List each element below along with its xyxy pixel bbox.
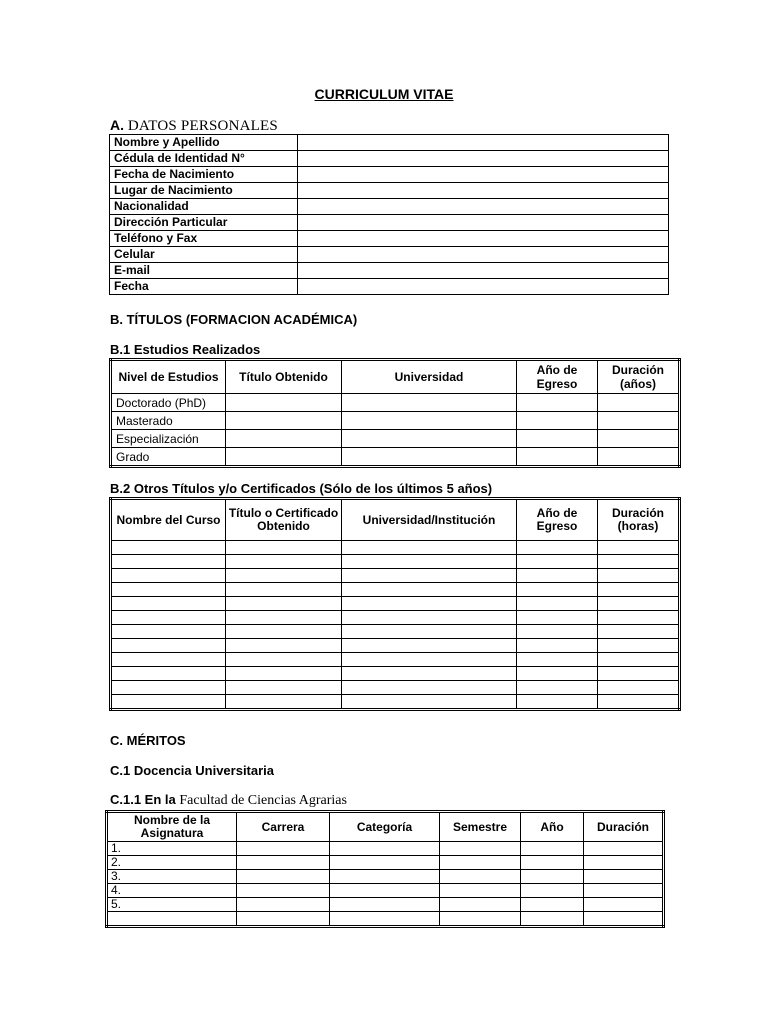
blank-cell[interactable] <box>111 695 226 710</box>
blank-cell[interactable] <box>517 597 598 611</box>
blank-cell[interactable] <box>342 412 517 430</box>
blank-cell[interactable] <box>237 870 330 884</box>
blank-cell[interactable] <box>330 898 440 912</box>
blank-cell[interactable] <box>111 611 226 625</box>
blank-cell[interactable] <box>226 555 342 569</box>
blank-cell[interactable] <box>517 555 598 569</box>
personal-data-row <box>110 167 669 183</box>
blank-cell[interactable] <box>598 611 680 625</box>
blank-cell[interactable] <box>342 541 517 555</box>
blank-cell[interactable] <box>342 625 517 639</box>
blank-cell[interactable] <box>584 912 664 927</box>
blank-cell[interactable] <box>226 448 342 467</box>
blank-cell[interactable] <box>342 569 517 583</box>
blank-cell[interactable] <box>440 898 521 912</box>
row-number: 4. <box>107 884 237 898</box>
blank-cell[interactable] <box>440 912 521 927</box>
blank-cell[interactable] <box>517 653 598 667</box>
blank-cell[interactable] <box>237 912 330 927</box>
blank-cell[interactable] <box>517 448 598 467</box>
blank-cell[interactable] <box>226 430 342 448</box>
blank-cell[interactable] <box>330 912 440 927</box>
table-header-row <box>107 812 664 842</box>
section-a-heading <box>110 117 278 135</box>
table-row <box>111 394 680 412</box>
blank-cell[interactable] <box>521 856 584 870</box>
field-value-cell[interactable] <box>298 151 669 167</box>
blank-cell[interactable] <box>598 555 680 569</box>
blank-cell[interactable] <box>237 884 330 898</box>
study-level-label: Doctorado (PhD) <box>111 394 226 412</box>
row-number: 3. <box>107 870 237 884</box>
blank-cell[interactable] <box>598 583 680 597</box>
blank-cell[interactable] <box>598 394 680 412</box>
table-header-row <box>111 499 680 541</box>
blank-cell[interactable] <box>342 448 517 467</box>
blank-cell[interactable] <box>598 695 680 710</box>
blank-cell[interactable] <box>111 583 226 597</box>
table-row <box>111 430 680 448</box>
blank-cell[interactable] <box>584 898 664 912</box>
blank-cell[interactable] <box>517 583 598 597</box>
blank-cell[interactable] <box>517 611 598 625</box>
c11-faculty: Facultad de Ciencias Agrarias <box>179 793 347 808</box>
table-row <box>111 695 680 710</box>
table-row <box>111 448 680 467</box>
field-label: Nacionalidad <box>110 199 298 215</box>
study-level-label: Especialización <box>111 430 226 448</box>
table-row <box>111 569 680 583</box>
field-value-cell[interactable] <box>298 135 669 151</box>
blank-cell[interactable] <box>517 412 598 430</box>
blank-cell[interactable] <box>111 639 226 653</box>
blank-cell[interactable] <box>111 541 226 555</box>
blank-cell[interactable] <box>517 541 598 555</box>
table-row <box>107 856 664 870</box>
blank-cell[interactable] <box>440 884 521 898</box>
blank-cell[interactable] <box>517 667 598 681</box>
field-value-cell[interactable] <box>298 247 669 263</box>
document-title: CURRICULUM VITAE <box>314 86 454 102</box>
personal-data-row <box>110 215 669 231</box>
row-number: 2. <box>107 856 237 870</box>
personal-data-row <box>110 263 669 279</box>
blank-cell[interactable] <box>226 681 342 695</box>
field-value-cell[interactable] <box>298 279 669 295</box>
table-row <box>107 898 664 912</box>
blank-cell[interactable] <box>521 898 584 912</box>
table-row <box>111 611 680 625</box>
column-header: Nombre de la Asignatura <box>107 812 237 842</box>
blank-cell[interactable] <box>598 448 680 467</box>
blank-cell[interactable] <box>226 625 342 639</box>
field-label: Fecha de Nacimiento <box>110 167 298 183</box>
blank-cell[interactable] <box>517 681 598 695</box>
blank-cell[interactable] <box>111 681 226 695</box>
personal-data-row <box>110 199 669 215</box>
b2-title: B.2 Otros Títulos y/o Certificados (Sólo de los últimos 5 años) <box>110 481 493 496</box>
blank-cell[interactable] <box>584 856 664 870</box>
teaching-table <box>105 810 665 928</box>
blank-cell[interactable] <box>342 597 517 611</box>
blank-cell[interactable] <box>226 569 342 583</box>
column-header: Categoría <box>330 812 440 842</box>
field-value-cell[interactable] <box>298 199 669 215</box>
blank-cell[interactable] <box>598 541 680 555</box>
field-label: Fecha <box>110 279 298 295</box>
blank-cell[interactable] <box>598 653 680 667</box>
row-number: 5. <box>107 898 237 912</box>
blank-cell[interactable] <box>111 555 226 569</box>
personal-data-table <box>109 134 669 295</box>
field-label: Dirección Particular <box>110 215 298 231</box>
blank-cell[interactable] <box>330 856 440 870</box>
personal-data-row <box>110 135 669 151</box>
blank-cell[interactable] <box>330 884 440 898</box>
blank-cell[interactable] <box>226 394 342 412</box>
c1-title: C.1 Docencia Universitaria <box>110 763 275 778</box>
table-row <box>111 583 680 597</box>
blank-cell[interactable] <box>342 430 517 448</box>
field-label: Teléfono y Fax <box>110 231 298 247</box>
table-row <box>107 870 664 884</box>
table-row <box>111 653 680 667</box>
table-row <box>107 884 664 898</box>
blank-cell[interactable] <box>521 912 584 927</box>
blank-cell[interactable] <box>598 430 680 448</box>
field-label: Celular <box>110 247 298 263</box>
table-row <box>111 555 680 569</box>
studies-table <box>109 358 681 468</box>
blank-cell[interactable] <box>598 667 680 681</box>
blank-cell[interactable] <box>342 611 517 625</box>
blank-cell[interactable] <box>598 569 680 583</box>
field-label: Lugar de Nacimiento <box>110 183 298 199</box>
section-a-letter: A. <box>110 117 124 133</box>
c11-heading <box>110 792 347 809</box>
field-value-cell[interactable] <box>298 215 669 231</box>
blank-cell[interactable] <box>517 639 598 653</box>
blank-cell[interactable] <box>598 625 680 639</box>
blank-cell[interactable] <box>598 412 680 430</box>
table-row <box>107 842 664 856</box>
blank-cell[interactable] <box>226 597 342 611</box>
personal-data-row <box>110 279 669 295</box>
b1-title: B.1 Estudios Realizados <box>110 342 261 357</box>
table-row <box>111 625 680 639</box>
field-label: Cédula de Identidad N° <box>110 151 298 167</box>
blank-cell[interactable] <box>342 667 517 681</box>
blank-cell[interactable] <box>584 870 664 884</box>
blank-cell[interactable] <box>517 625 598 639</box>
table-row <box>111 597 680 611</box>
study-level-label: Masterado <box>111 412 226 430</box>
field-value-cell[interactable] <box>298 263 669 279</box>
column-header: Duración (años) <box>598 360 680 394</box>
column-header: Año <box>521 812 584 842</box>
blank-cell[interactable] <box>342 681 517 695</box>
column-header: Nivel de Estudios <box>111 360 226 394</box>
blank-cell[interactable] <box>584 842 664 856</box>
table-row <box>111 681 680 695</box>
blank-cell[interactable] <box>598 597 680 611</box>
section-a-title: DATOS PERSONALES <box>127 118 278 134</box>
personal-data-row <box>110 151 669 167</box>
blank-cell[interactable] <box>517 394 598 412</box>
blank-cell[interactable] <box>111 625 226 639</box>
table-header-row <box>111 360 680 394</box>
column-header: Título Obtenido <box>226 360 342 394</box>
blank-cell[interactable] <box>342 695 517 710</box>
personal-data-row <box>110 247 669 263</box>
blank-cell[interactable] <box>440 870 521 884</box>
blank-cell[interactable] <box>226 639 342 653</box>
blank-cell[interactable] <box>226 611 342 625</box>
table-row <box>107 912 664 927</box>
field-value-cell[interactable] <box>298 183 669 199</box>
table-row <box>111 541 680 555</box>
blank-cell[interactable] <box>521 842 584 856</box>
blank-cell[interactable] <box>111 569 226 583</box>
field-value-cell[interactable] <box>298 231 669 247</box>
c11-prefix: C.1.1 En la <box>110 792 176 807</box>
blank-cell[interactable] <box>598 681 680 695</box>
row-number <box>107 912 237 927</box>
blank-cell[interactable] <box>521 884 584 898</box>
blank-cell[interactable] <box>111 653 226 667</box>
blank-cell[interactable] <box>226 541 342 555</box>
blank-cell[interactable] <box>226 667 342 681</box>
blank-cell[interactable] <box>440 856 521 870</box>
column-header: Semestre <box>440 812 521 842</box>
blank-cell[interactable] <box>111 597 226 611</box>
personal-data-row <box>110 183 669 199</box>
blank-cell[interactable] <box>342 583 517 597</box>
section-c-title: C. MÉRITOS <box>110 733 186 748</box>
blank-cell[interactable] <box>598 639 680 653</box>
field-label: E-mail <box>110 263 298 279</box>
column-header: Año de Egreso <box>517 499 598 541</box>
table-row <box>111 412 680 430</box>
blank-cell[interactable] <box>237 842 330 856</box>
blank-cell[interactable] <box>517 695 598 710</box>
other-titles-table <box>109 497 681 711</box>
blank-cell[interactable] <box>226 653 342 667</box>
blank-cell[interactable] <box>517 430 598 448</box>
blank-cell[interactable] <box>330 842 440 856</box>
blank-cell[interactable] <box>521 870 584 884</box>
blank-cell[interactable] <box>342 653 517 667</box>
blank-cell[interactable] <box>226 583 342 597</box>
blank-cell[interactable] <box>440 842 521 856</box>
column-header: Duración <box>584 812 664 842</box>
section-b-title: B. TÍTULOS (FORMACION ACADÉMICA) <box>110 312 358 327</box>
blank-cell[interactable] <box>342 639 517 653</box>
blank-cell[interactable] <box>226 412 342 430</box>
column-header: Carrera <box>237 812 330 842</box>
table-row <box>111 667 680 681</box>
field-label: Nombre y Apellido <box>110 135 298 151</box>
blank-cell[interactable] <box>237 856 330 870</box>
blank-cell[interactable] <box>517 569 598 583</box>
blank-cell[interactable] <box>226 695 342 710</box>
blank-cell[interactable] <box>237 898 330 912</box>
blank-cell[interactable] <box>342 394 517 412</box>
column-header: Nombre del Curso <box>111 499 226 541</box>
personal-data-row <box>110 231 669 247</box>
column-header: Título o Certificado Obtenido <box>226 499 342 541</box>
study-level-label: Grado <box>111 448 226 467</box>
blank-cell[interactable] <box>584 884 664 898</box>
column-header: Universidad/Institución <box>342 499 517 541</box>
field-value-cell[interactable] <box>298 167 669 183</box>
column-header: Duración (horas) <box>598 499 680 541</box>
column-header: Año de Egreso <box>517 360 598 394</box>
table-row <box>111 639 680 653</box>
blank-cell[interactable] <box>330 870 440 884</box>
blank-cell[interactable] <box>342 555 517 569</box>
blank-cell[interactable] <box>111 667 226 681</box>
row-number: 1. <box>107 842 237 856</box>
column-header: Universidad <box>342 360 517 394</box>
